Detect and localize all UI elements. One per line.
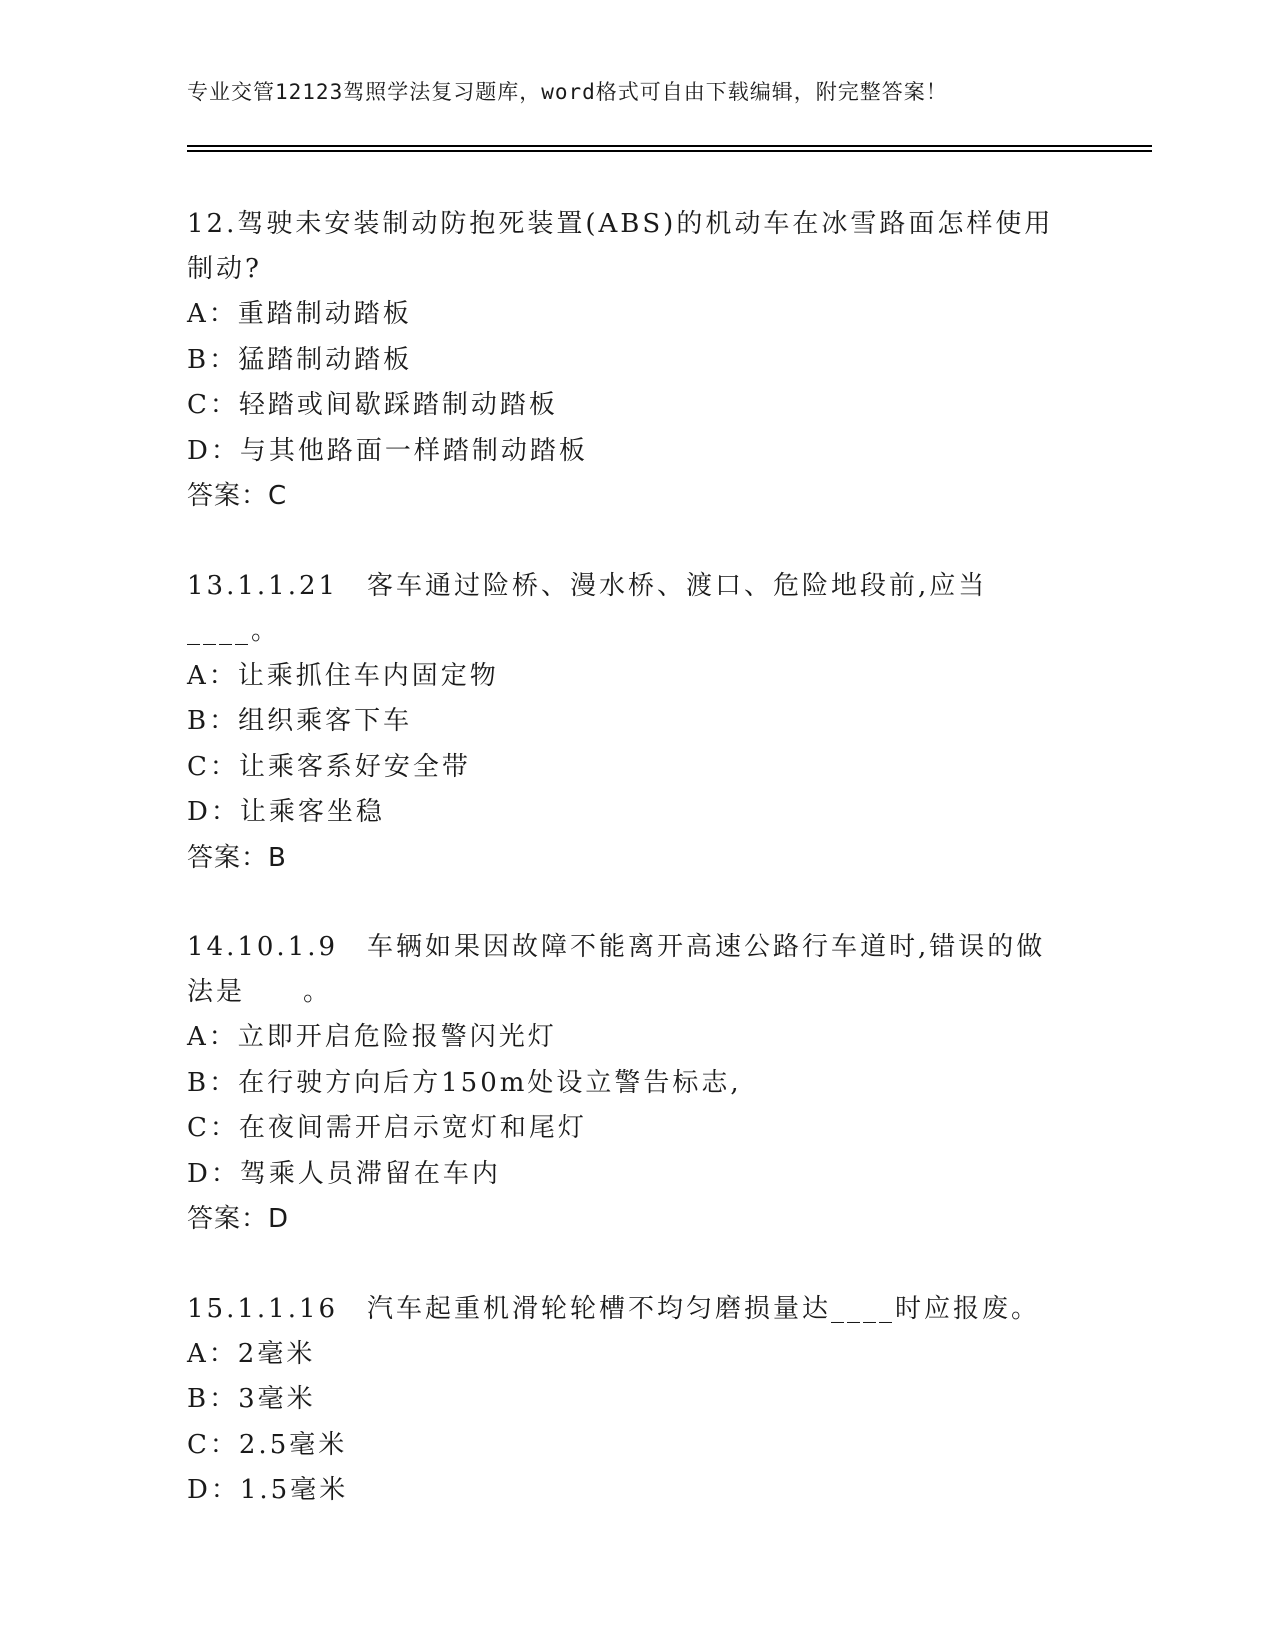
option-b: B：猛踏制动踏板 bbox=[187, 344, 413, 375]
question-title: 14.10.1.9 车辆如果因故障不能离开高速公路行车道时,错误的做法是 。 bbox=[187, 932, 1046, 1007]
question-title: 13.1.1.21 客车通过险桥、漫水桥、渡口、危险地段前,应当____。 bbox=[187, 570, 988, 646]
answer: 答案：B bbox=[187, 842, 287, 873]
question-14 bbox=[187, 925, 1067, 1243]
answer: 答案：D bbox=[187, 1204, 290, 1234]
option-d: D：让乘客坐稳 bbox=[187, 797, 385, 827]
document-header: 专业交管12123驾照学法复习题库，word格式可自由下载编辑，附完整答案！ bbox=[187, 80, 948, 104]
option-a: A：重踏制动踏板 bbox=[187, 299, 412, 329]
question-12 bbox=[187, 202, 1067, 520]
question-title: 12.驾驶未安装制动防抱死装置(ABS)的机动车在冰雪路面怎样使用制动? bbox=[187, 209, 1054, 284]
option-c: C：在夜间需开启示宽灯和尾灯 bbox=[187, 1113, 587, 1143]
option-c: C：2.5毫米 bbox=[187, 1429, 348, 1460]
option-b: B：组织乘客下车 bbox=[187, 706, 413, 736]
option-a: A：2毫米 bbox=[187, 1338, 316, 1369]
question-list bbox=[187, 202, 1067, 1558]
option-b: B：3毫米 bbox=[187, 1384, 316, 1414]
option-d: D：1.5毫米 bbox=[187, 1475, 349, 1505]
option-d: D：与其他路面一样踏制动踏板 bbox=[187, 435, 588, 466]
option-a: A：立即开启危险报警闪光灯 bbox=[187, 1022, 557, 1052]
option-c: C：让乘客系好安全带 bbox=[187, 751, 471, 782]
option-a: A：让乘抓住车内固定物 bbox=[187, 660, 499, 691]
question-15 bbox=[187, 1287, 1067, 1514]
question-13 bbox=[187, 564, 1067, 882]
header-rule bbox=[187, 145, 1152, 147]
header-rule-second bbox=[187, 150, 1152, 152]
option-b: B：在行驶方向后方150m处设立警告标志, bbox=[187, 1067, 742, 1098]
answer: 答案：C bbox=[187, 481, 288, 511]
question-title: 15.1.1.16 汽车起重机滑轮轮槽不均匀磨损量达____时应报废。 bbox=[187, 1293, 1041, 1324]
option-d: D：驾乘人员滞留在车内 bbox=[187, 1158, 501, 1189]
option-c: C：轻踏或间歇踩踏制动踏板 bbox=[187, 390, 558, 420]
